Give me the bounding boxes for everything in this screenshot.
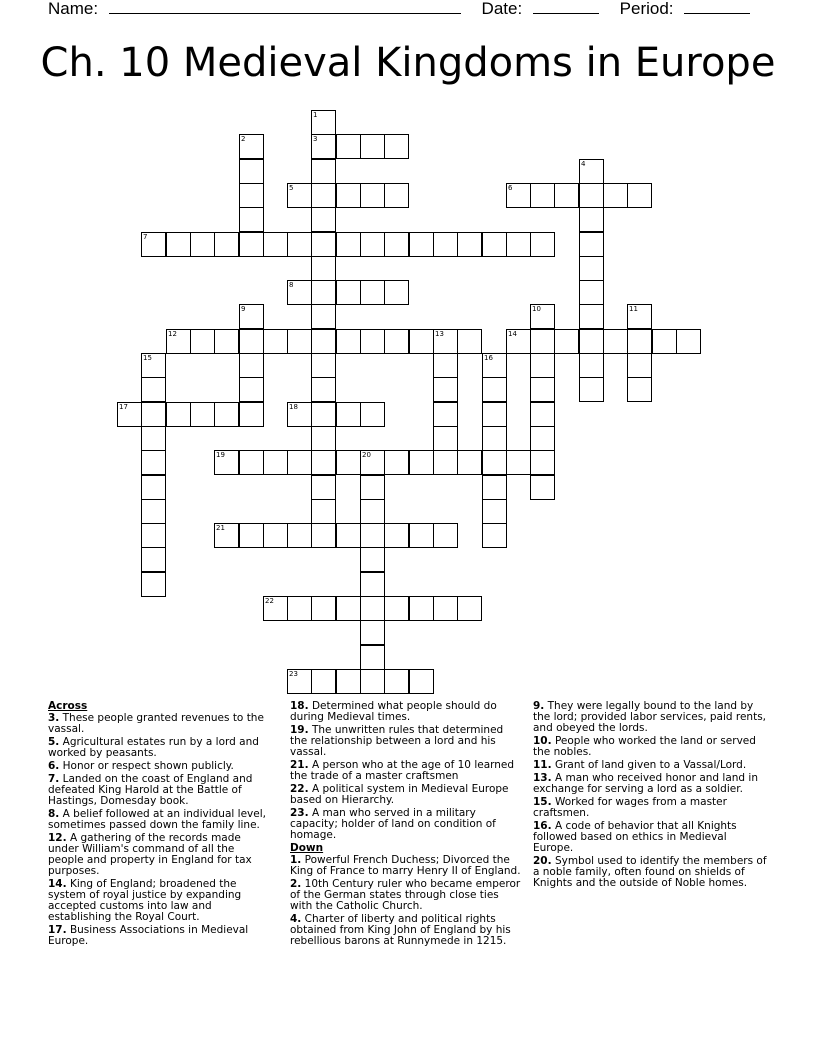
crossword-cell[interactable] bbox=[239, 159, 264, 184]
crossword-cell[interactable] bbox=[579, 159, 604, 184]
crossword-cell[interactable] bbox=[311, 426, 336, 451]
crossword-cell[interactable] bbox=[482, 499, 507, 524]
crossword-cell[interactable] bbox=[360, 596, 385, 621]
crossword-cell[interactable] bbox=[311, 475, 336, 500]
crossword-cell[interactable] bbox=[141, 499, 166, 524]
clue-number: 21 bbox=[216, 524, 225, 532]
crossword-cell[interactable] bbox=[676, 329, 701, 354]
crossword-cell[interactable] bbox=[336, 134, 361, 159]
crossword-cell[interactable] bbox=[384, 232, 409, 257]
crossword-cell[interactable] bbox=[311, 596, 336, 621]
crossword-cell[interactable] bbox=[457, 596, 482, 621]
crossword-cell[interactable] bbox=[482, 402, 507, 427]
clue-item: 6. Honor or respect shown publicly. bbox=[48, 760, 234, 772]
clue-number: 4 bbox=[581, 160, 586, 168]
crossword-cell[interactable] bbox=[554, 329, 579, 354]
crossword-cell[interactable] bbox=[311, 183, 336, 208]
crossword-cell[interactable] bbox=[287, 329, 312, 354]
crossword-cell[interactable] bbox=[627, 329, 652, 354]
crossword-cell[interactable] bbox=[579, 304, 604, 329]
clue-number: 7 bbox=[143, 233, 148, 241]
clue-item: 11. Grant of land given to a Vassal/Lord. bbox=[533, 759, 747, 771]
clue-item: 22. A political system in Medieval Europe based on Hierarchy. bbox=[290, 783, 509, 806]
crossword-cell[interactable] bbox=[141, 450, 166, 475]
crossword-cell[interactable] bbox=[457, 450, 482, 475]
crossword-cell[interactable] bbox=[263, 329, 288, 354]
crossword-cell[interactable] bbox=[603, 183, 628, 208]
crossword-cell[interactable] bbox=[554, 183, 579, 208]
clue-item: 16. A code of behavior that all Knights followed based on ethics in Medieval Europe. bbox=[533, 820, 737, 854]
crossword-cell[interactable] bbox=[384, 280, 409, 305]
crossword-cell[interactable] bbox=[214, 523, 239, 548]
crossword-cell[interactable] bbox=[287, 523, 312, 548]
crossword-cell[interactable] bbox=[409, 232, 434, 257]
crossword-cell[interactable] bbox=[530, 475, 555, 500]
clue-number: 23 bbox=[289, 670, 298, 678]
clue-item: 19. The unwritten rules that determined the relationship between a lord and his vassal. bbox=[290, 724, 504, 758]
crossword-cell[interactable] bbox=[530, 450, 555, 475]
crossword-cell[interactable] bbox=[336, 669, 361, 694]
crossword-cell[interactable] bbox=[311, 450, 336, 475]
crossword-cell[interactable] bbox=[579, 280, 604, 305]
crossword-cell[interactable] bbox=[311, 523, 336, 548]
clue-number: 6 bbox=[508, 184, 513, 192]
crossword-cell[interactable] bbox=[141, 232, 166, 257]
crossword-cell[interactable] bbox=[190, 232, 215, 257]
crossword-cell[interactable] bbox=[482, 377, 507, 402]
crossword-cell[interactable] bbox=[360, 329, 385, 354]
crossword-cell[interactable] bbox=[336, 280, 361, 305]
clue-number: 15 bbox=[143, 354, 152, 362]
clue-number: 2 bbox=[241, 135, 246, 143]
clue-item: 20. Symbol used to identify the members of a noble family, often found on shields of Knights and the outside of Noble homes. bbox=[533, 855, 767, 889]
down-heading: Down bbox=[290, 842, 324, 854]
crossword-cell[interactable] bbox=[214, 402, 239, 427]
crossword-cell[interactable] bbox=[311, 159, 336, 184]
clue-number: 9 bbox=[241, 305, 246, 313]
crossword-cell[interactable] bbox=[360, 280, 385, 305]
crossword-cell[interactable] bbox=[360, 547, 385, 572]
crossword-cell[interactable] bbox=[433, 596, 458, 621]
crossword-cell[interactable] bbox=[190, 329, 215, 354]
crossword-cell[interactable] bbox=[311, 669, 336, 694]
crossword-cell[interactable] bbox=[579, 353, 604, 378]
crossword-cell[interactable] bbox=[579, 207, 604, 232]
clue-number: 16 bbox=[484, 354, 493, 362]
clues-column-3 bbox=[533, 701, 769, 891]
clue-number: 14 bbox=[508, 330, 517, 338]
crossword-cell[interactable] bbox=[579, 329, 604, 354]
crossword-cell[interactable] bbox=[141, 426, 166, 451]
crossword-cell[interactable] bbox=[627, 304, 652, 329]
crossword-cell[interactable] bbox=[239, 329, 264, 354]
crossword-cell[interactable] bbox=[360, 475, 385, 500]
crossword-cell[interactable] bbox=[506, 329, 531, 354]
crossword-cell[interactable] bbox=[360, 134, 385, 159]
crossword-cell[interactable] bbox=[384, 669, 409, 694]
crossword-cell[interactable] bbox=[311, 402, 336, 427]
crossword-cell[interactable] bbox=[336, 523, 361, 548]
crossword-cell[interactable] bbox=[360, 645, 385, 670]
crossword-cell[interactable] bbox=[311, 304, 336, 329]
crossword-cell[interactable] bbox=[482, 450, 507, 475]
crossword-cell[interactable] bbox=[409, 329, 434, 354]
crossword-cell[interactable] bbox=[433, 353, 458, 378]
crossword-cell[interactable] bbox=[360, 183, 385, 208]
crossword-cell[interactable] bbox=[311, 110, 336, 135]
crossword-cell[interactable] bbox=[409, 596, 434, 621]
crossword-cell[interactable] bbox=[482, 232, 507, 257]
crossword-cell[interactable] bbox=[457, 329, 482, 354]
crossword-cell[interactable] bbox=[263, 450, 288, 475]
crossword-cell[interactable] bbox=[166, 232, 191, 257]
crossword-cell[interactable] bbox=[141, 523, 166, 548]
crossword-cell[interactable] bbox=[579, 256, 604, 281]
clue-number: 20 bbox=[362, 451, 371, 459]
crossword-cell[interactable] bbox=[239, 523, 264, 548]
crossword-cell[interactable] bbox=[141, 377, 166, 402]
crossword-cell[interactable] bbox=[530, 377, 555, 402]
crossword-cell[interactable] bbox=[117, 402, 142, 427]
crossword-cell[interactable] bbox=[287, 280, 312, 305]
clue-item: 8. A belief followed at an individual level, sometimes passed down the family line. bbox=[48, 808, 266, 831]
across-heading: Across bbox=[48, 700, 88, 712]
crossword-cell[interactable] bbox=[311, 329, 336, 354]
crossword-cell[interactable] bbox=[579, 377, 604, 402]
crossword-cell[interactable] bbox=[530, 232, 555, 257]
crossword-cell[interactable] bbox=[482, 475, 507, 500]
crossword-cell[interactable] bbox=[530, 402, 555, 427]
crossword-cell[interactable] bbox=[311, 207, 336, 232]
crossword-cell[interactable] bbox=[360, 620, 385, 645]
crossword-cell[interactable] bbox=[482, 523, 507, 548]
crossword-cell[interactable] bbox=[336, 402, 361, 427]
clue-item: 17. Business Associations in Medieval Europe. bbox=[48, 924, 249, 947]
crossword-cell[interactable] bbox=[360, 669, 385, 694]
crossword-cell[interactable] bbox=[141, 353, 166, 378]
clue-number: 11 bbox=[629, 305, 638, 313]
clue-number: 17 bbox=[119, 403, 128, 411]
clue-item: 1. Powerful French Duchess; Divorced the King of France to marry Henry II of England. bbox=[290, 854, 521, 877]
crossword-cell[interactable] bbox=[384, 596, 409, 621]
crossword-cell[interactable] bbox=[239, 377, 264, 402]
crossword-cell[interactable] bbox=[239, 450, 264, 475]
crossword-cell[interactable] bbox=[384, 523, 409, 548]
crossword-cell[interactable] bbox=[287, 669, 312, 694]
crossword-cell[interactable] bbox=[166, 329, 191, 354]
crossword-cell[interactable] bbox=[530, 426, 555, 451]
name-label: Name: bbox=[48, 0, 99, 18]
crossword-cell[interactable] bbox=[579, 232, 604, 257]
crossword-cell[interactable] bbox=[433, 232, 458, 257]
crossword-cell[interactable] bbox=[166, 402, 191, 427]
crossword-cell[interactable] bbox=[311, 377, 336, 402]
crossword-cell[interactable] bbox=[263, 523, 288, 548]
crossword-cell[interactable] bbox=[360, 523, 385, 548]
clue-number: 12 bbox=[168, 330, 177, 338]
crossword-cell[interactable] bbox=[239, 402, 264, 427]
crossword-cell[interactable] bbox=[239, 304, 264, 329]
crossword-cell[interactable] bbox=[384, 134, 409, 159]
clue-item: 18. Determined what people should do during Medieval times. bbox=[290, 700, 497, 723]
crossword-cell[interactable] bbox=[336, 450, 361, 475]
crossword-cell[interactable] bbox=[482, 353, 507, 378]
crossword-cell[interactable] bbox=[287, 450, 312, 475]
crossword-cell[interactable] bbox=[287, 402, 312, 427]
crossword-cell[interactable] bbox=[384, 450, 409, 475]
crossword-cell[interactable] bbox=[627, 353, 652, 378]
crossword-cell[interactable] bbox=[433, 329, 458, 354]
period-label: Period: bbox=[619, 0, 674, 18]
crossword-cell[interactable] bbox=[530, 304, 555, 329]
crossword-cell[interactable] bbox=[141, 475, 166, 500]
crossword-cell[interactable] bbox=[263, 596, 288, 621]
crossword-cell[interactable] bbox=[506, 450, 531, 475]
crossword-cell[interactable] bbox=[336, 232, 361, 257]
crossword-cell[interactable] bbox=[311, 353, 336, 378]
crossword-cell[interactable] bbox=[239, 353, 264, 378]
crossword-cell[interactable] bbox=[530, 183, 555, 208]
crossword-cell[interactable] bbox=[336, 329, 361, 354]
crossword-cell[interactable] bbox=[433, 377, 458, 402]
clue-number: 13 bbox=[435, 330, 444, 338]
crossword-cell[interactable] bbox=[409, 523, 434, 548]
clue-item: 2. 10th Century ruler who became emperor of the German states through close ties with the Catholic Church. bbox=[290, 878, 521, 912]
crossword-cell[interactable] bbox=[506, 232, 531, 257]
crossword-cell[interactable] bbox=[482, 426, 507, 451]
clues-column-2 bbox=[290, 701, 522, 949]
crossword-cell[interactable] bbox=[433, 426, 458, 451]
crossword-cell[interactable] bbox=[627, 183, 652, 208]
clues-column-1 bbox=[48, 701, 266, 949]
clue-item: 21. A person who at the age of 10 learned the trade of a master craftsmen bbox=[290, 759, 515, 782]
clue-item: 12. A gathering of the records made under William's command of all the people and property in England for tax purposes. bbox=[48, 832, 252, 877]
crossword-cell[interactable] bbox=[360, 450, 385, 475]
crossword-cell[interactable] bbox=[384, 329, 409, 354]
clue-number: 19 bbox=[216, 451, 225, 459]
crossword-cell[interactable] bbox=[409, 669, 434, 694]
crossword-cell[interactable] bbox=[214, 329, 239, 354]
date-label: Date: bbox=[481, 0, 523, 18]
crossword-cell[interactable] bbox=[311, 280, 336, 305]
crossword-cell[interactable] bbox=[239, 134, 264, 159]
crossword-cell[interactable] bbox=[263, 232, 288, 257]
crossword-cell[interactable] bbox=[530, 353, 555, 378]
clue-number: 8 bbox=[289, 281, 294, 289]
clue-number: 18 bbox=[289, 403, 298, 411]
crossword-cell[interactable] bbox=[433, 402, 458, 427]
crossword-cell[interactable] bbox=[239, 207, 264, 232]
clue-item: 9. They were legally bound to the land by the lord; provided labor services, paid rents, and obeyed the lords. bbox=[533, 700, 767, 734]
clue-item: 4. Charter of liberty and political rights obtained from King John of England by his rebellious barons at Runnymede in 1215. bbox=[290, 913, 511, 947]
clue-item: 3. These people granted revenues to the vassal. bbox=[48, 712, 264, 735]
crossword-cell[interactable] bbox=[360, 232, 385, 257]
clue-number: 10 bbox=[532, 305, 541, 313]
crossword-cell[interactable] bbox=[311, 232, 336, 257]
crossword-cell[interactable] bbox=[214, 450, 239, 475]
crossword-cell[interactable] bbox=[506, 183, 531, 208]
crossword-cell[interactable] bbox=[287, 596, 312, 621]
crossword-cell[interactable] bbox=[603, 329, 628, 354]
crossword-cell[interactable] bbox=[190, 402, 215, 427]
clue-number: 1 bbox=[313, 111, 318, 119]
crossword-cell[interactable] bbox=[579, 183, 604, 208]
crossword-cell[interactable] bbox=[311, 134, 336, 159]
crossword-cell[interactable] bbox=[360, 402, 385, 427]
crossword-cell[interactable] bbox=[214, 232, 239, 257]
crossword-cell[interactable] bbox=[239, 232, 264, 257]
crossword-cell[interactable] bbox=[384, 183, 409, 208]
crossword-cell[interactable] bbox=[141, 547, 166, 572]
crossword-cell[interactable] bbox=[457, 232, 482, 257]
page-title: Ch. 10 Medieval Kingdoms in Europe bbox=[40, 40, 776, 86]
crossword-cell[interactable] bbox=[433, 523, 458, 548]
crossword-cell[interactable] bbox=[287, 183, 312, 208]
clue-item: 13. A man who received honor and land in exchange for serving a lord as a soldier. bbox=[533, 772, 758, 795]
crossword-cell[interactable] bbox=[530, 329, 555, 354]
clue-number: 22 bbox=[265, 597, 274, 605]
clue-item: 5. Agricultural estates run by a lord and worked by peasants. bbox=[48, 736, 259, 759]
clue-item: 23. A man who served in a military capacity; holder of land on condition of homage. bbox=[290, 807, 496, 841]
crossword-cell[interactable] bbox=[336, 596, 361, 621]
crossword-cell[interactable] bbox=[336, 183, 361, 208]
clue-item: 10. People who worked the land or served the nobles. bbox=[533, 735, 756, 758]
crossword-cell[interactable] bbox=[409, 450, 434, 475]
crossword-cell[interactable] bbox=[360, 572, 385, 597]
crossword-cell[interactable] bbox=[311, 499, 336, 524]
crossword-cell[interactable] bbox=[239, 183, 264, 208]
clue-item: 14. King of England; broadened the system of royal justice by expanding accepted customs into law and establishing the Royal Court. bbox=[48, 878, 242, 923]
crossword-cell[interactable] bbox=[311, 256, 336, 281]
crossword-cell[interactable] bbox=[141, 572, 166, 597]
crossword-cell[interactable] bbox=[627, 377, 652, 402]
clue-number: 5 bbox=[289, 184, 294, 192]
crossword-cell[interactable] bbox=[287, 232, 312, 257]
clue-number: 3 bbox=[313, 135, 318, 143]
clue-item: 15. Worked for wages from a master craftsmen. bbox=[533, 796, 727, 819]
clue-item: 7. Landed on the coast of England and defeated King Harold at the Battle of Hastings, Domesday book. bbox=[48, 773, 253, 807]
crossword-cell[interactable] bbox=[433, 450, 458, 475]
crossword-cell[interactable] bbox=[360, 499, 385, 524]
crossword-cell[interactable] bbox=[141, 402, 166, 427]
crossword-cell[interactable] bbox=[652, 329, 677, 354]
